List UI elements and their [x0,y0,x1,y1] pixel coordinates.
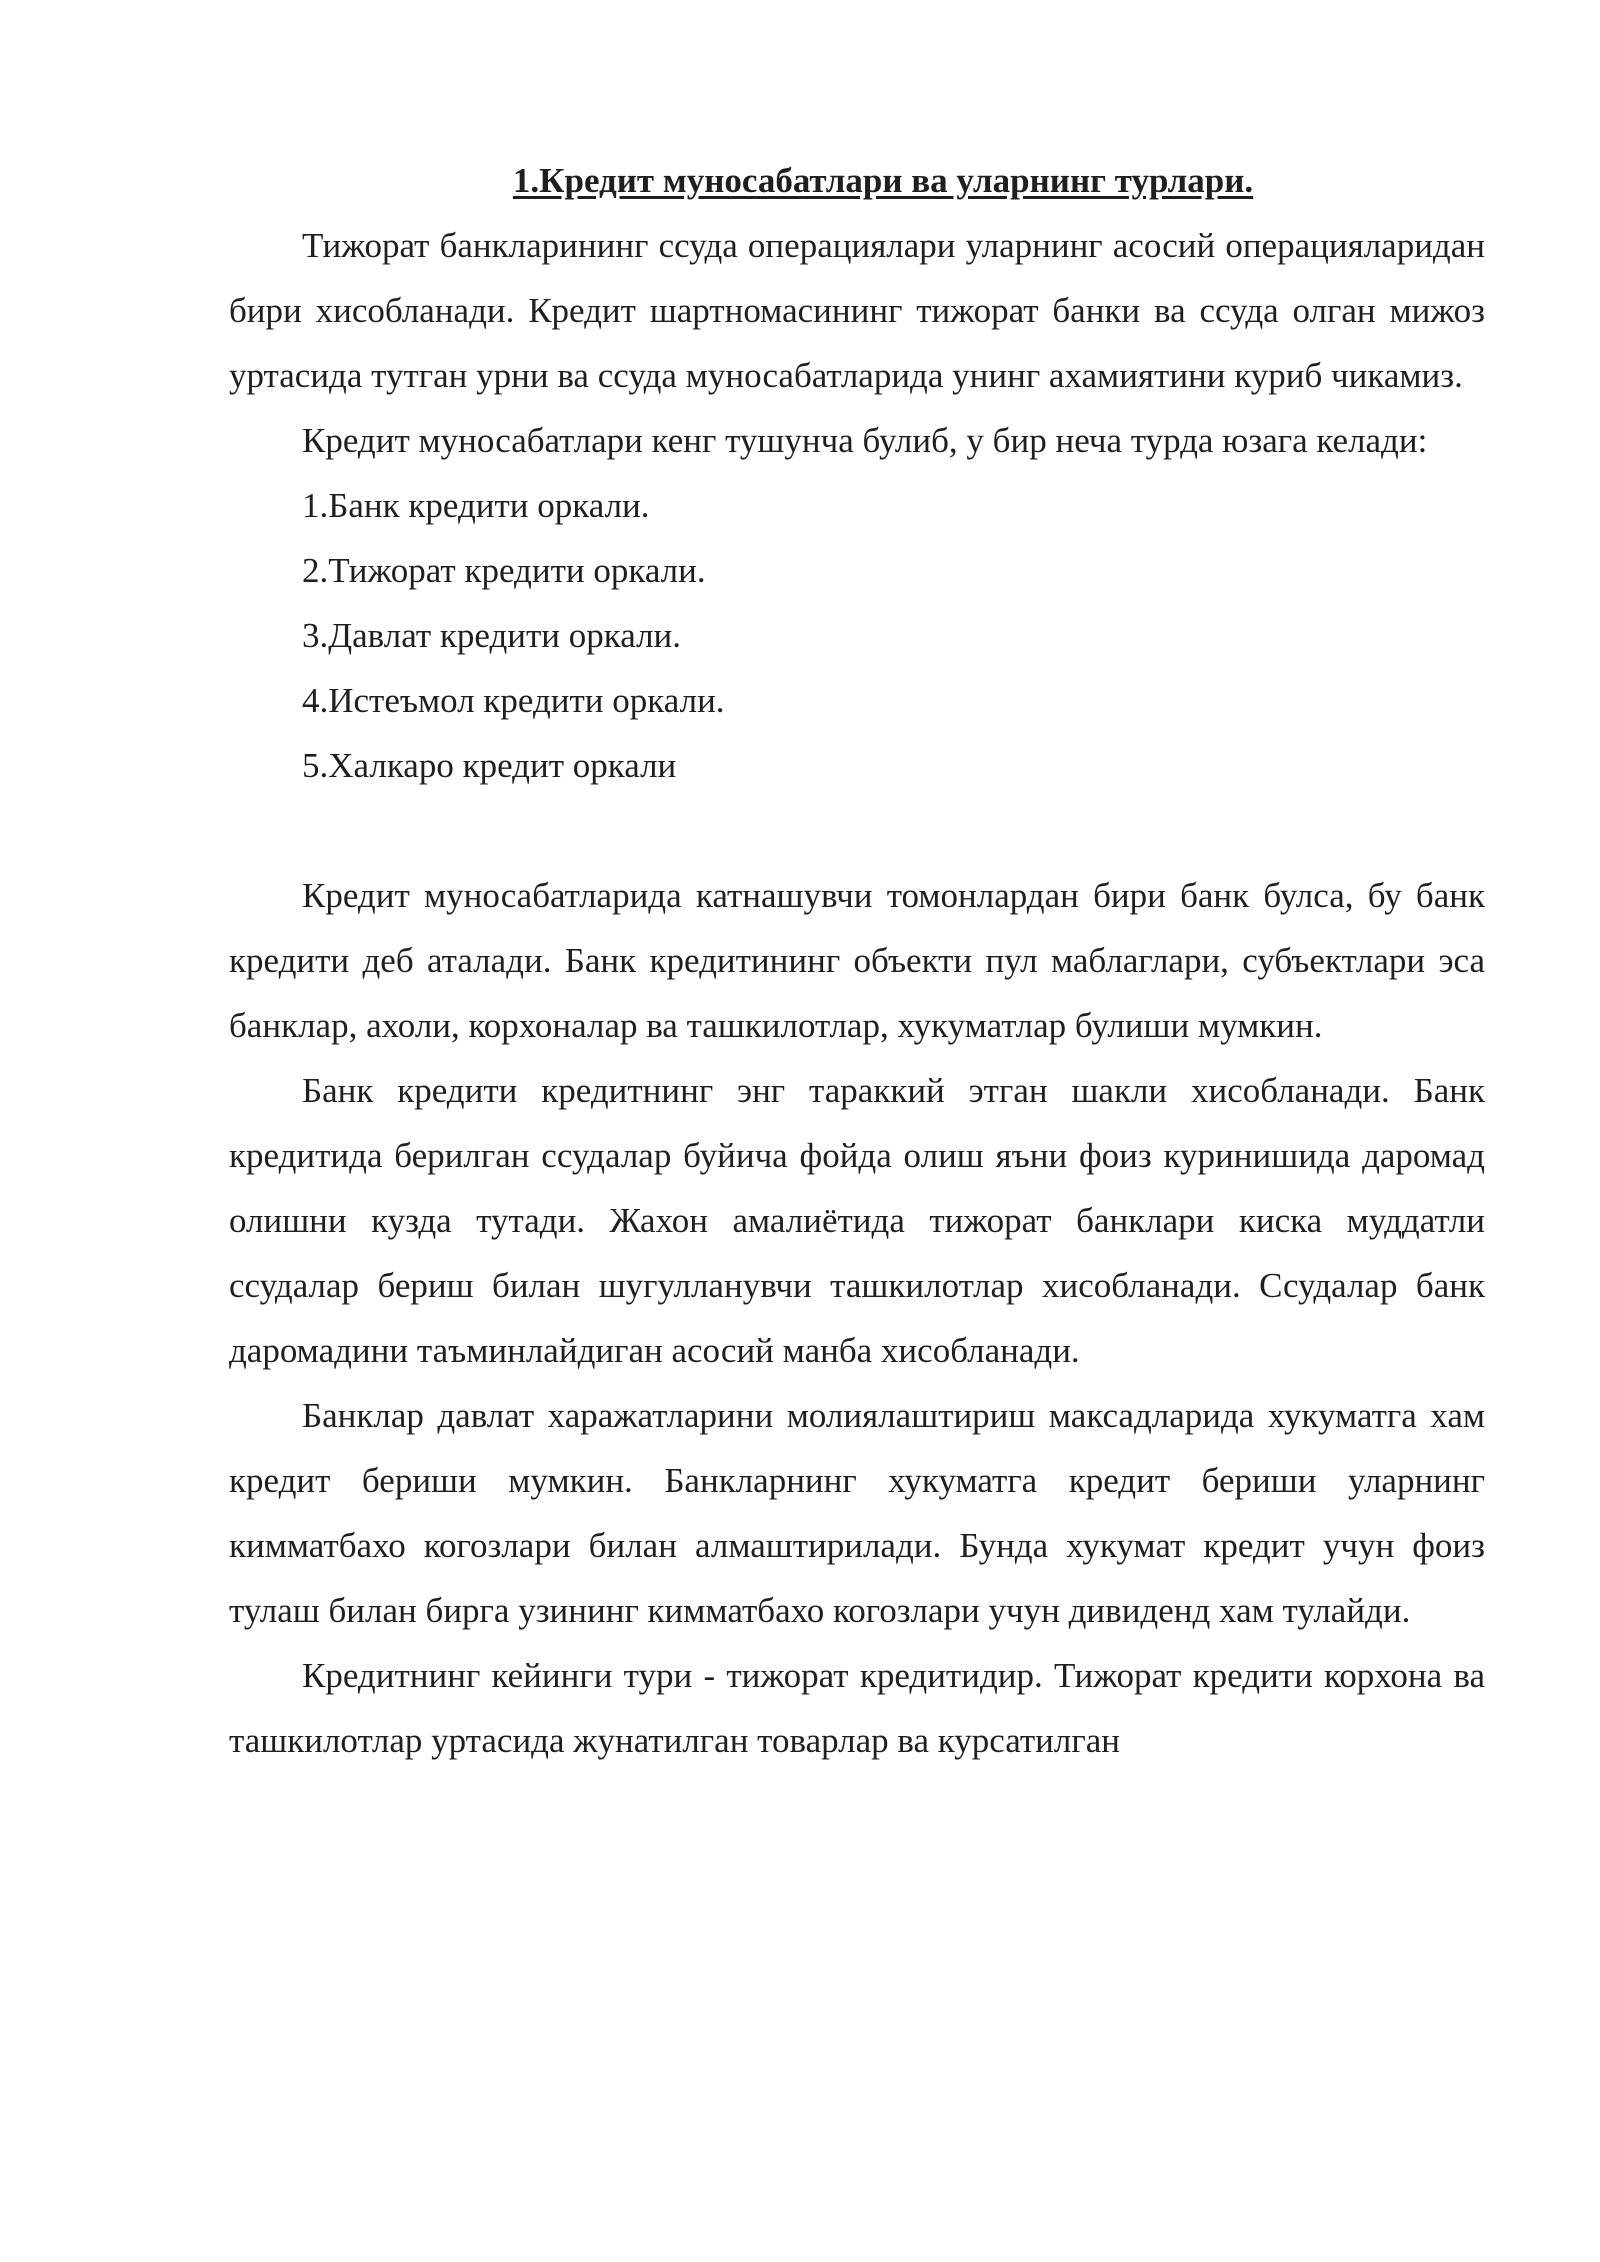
body-paragraph-3: Банклар давлат харажатларини молиялаштириш максадларида хукуматга хам кредит бериши мумкин. Банкларнинг хукуматга кредит бериши уларнинг кимматбахо когозлари билан алмаштирилади. Бунда хукумат кредит учун фоиз тулаш билан бирга узининг кимматбахо когозлари учун дивиденд хам тулайди. [229,1396,1485,1630]
body-paragraph-2: Банк кредити кредитнинг энг тараккий этган шакли хисобланади. Банк кредитида берилган ссудалар буйича фойда олиш яъни фоиз куринишида даромад олишни кузда тутади. Жахон амалиётида тижорат банклари киска муддатли ссудалар бериш билан шугулланувчи ташкилотлар хисобланади. Ссудалар банк даромадини таъминлайдиган асосий манба хисобланади. [229,1071,1485,1370]
body-paragraph-1: Кредит муносабатларида катнашувчи томонлардан бири банк булса, бу банк кредити деб аталади. Банк кредитининг объекти пул маблаглари, субъектлари эса банклар, ахоли, корхоналар ва ташкилотлар, хукуматлар булиши мумкин. [229,876,1485,1045]
intro-paragraph-1: Тижорат банкларининг ссуда операциялари уларнинг асосий операцияларидан бири хисобланади. Кредит шартномасининг тижорат банки ва ссуда олган мижоз уртасида тутган урни ва ссуда муносабатларида унинг ахамиятини куриб чикамиз. [229,226,1485,395]
blank-line [229,798,1485,863]
list-item-consumer-credit: 4.Истеъмол кредити оркали. [302,681,725,720]
list-item-state-credit: 3.Давлат кредити оркали. [302,616,682,655]
document-title: 1.Кредит муносабатлари ва уларнинг турлари. [512,161,1254,200]
body-paragraph-4: Кредитнинг кейинги тури - тижорат кредитидир. Тижорат кредити корхона ва ташкилотлар уртасида жунатилган товарлар ва курсатилган [229,1656,1485,1760]
list-item-international-credit: 5.Халкаро кредит оркали [302,746,677,785]
list-item-bank-credit: 1.Банк кредити оркали. [302,486,650,525]
document-page [229,148,1485,1773]
list-item-commercial-credit: 2.Тижорат кредити оркали. [302,551,706,590]
intro-paragraph-2: Кредит муносабатлари кенг тушунча булиб, у бир неча турда юзага келади: [302,421,1428,460]
